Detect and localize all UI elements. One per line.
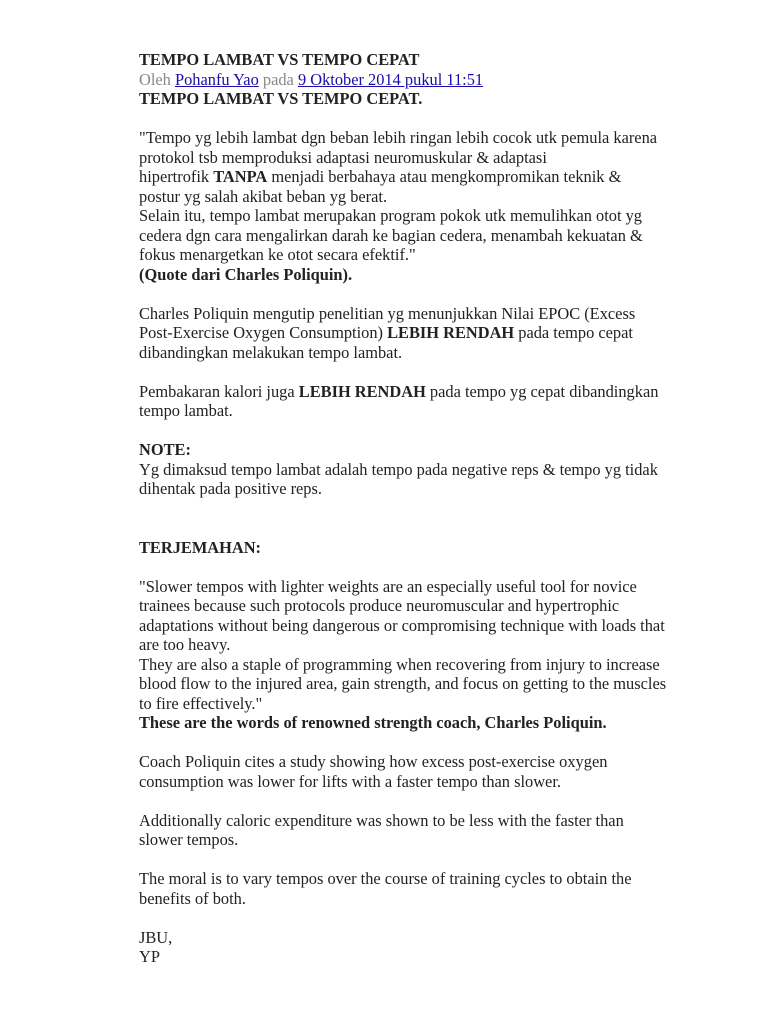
- note-document: [139, 50, 729, 967]
- paragraph-quote-id: "Tempo yg lebih lambat dgn beban lebih ringan lebih cocok utk pemula karena protokol tsb memproduksi adaptasi neuromuskular & adaptasi hipertrofik TANPA menjadi berbahaya atau mengkompromikan teknik & postur yg salah akibat beban yg berat. Selain itu, tempo lambat merupakan program pokok utk memulihkan otot yg cedera dgn cara mengalirkan darah ke bagian cedera, menambah kekuatan & fokus menargetkan ke otot secara efektif." (Quote dari Charles Poliquin).: [139, 128, 658, 284]
- quote-attribution: (Quote dari Charles Poliquin).: [139, 264, 353, 284]
- emphasis-lebih-rendah: LEBIH RENDAH: [387, 323, 515, 342]
- paragraph-epoc: Charles Poliquin mengutip penelitian yg menunjukkan Nilai EPOC (Excess Post-Exercise Oxygen Consumption) LEBIH RENDAH pada tempo cepat dibandingkan melakukan tempo lambat.: [139, 303, 636, 362]
- translation-label: TERJEMAHAN:: [139, 537, 262, 557]
- translation-section: TERJEMAHAN: "Slower tempos with lighter weights are an especially useful tool for novice trainees because such protocols produce neuromuscular and hypertrophic adaptations without being dangerous or compromising technique with loads that are too heavy. They are also a staple of programming when recovering from injury to increase blood flow to the injured area, gain strength, and focus on getting to the muscles to fire effectively." These are the words of renowned strength coach, Charles Poliquin. Coach Poliquin cites a study showing how excess post-exercise oxygen consumption was lower for lifts with a faster tempo than slower. Additionally caloric expenditure was shown to be less with the faster than slower tempos. The moral is to vary tempos over the course of training cycles to obtain the benefits of both.: [139, 538, 729, 909]
- emphasis-lebih-rendah-2: LEBIH RENDAH: [298, 381, 426, 401]
- note-title: TEMPO LAMBAT VS TEMPO CEPAT: [139, 50, 420, 69]
- date-link[interactable]: 9 Oktober 2014 pukul 11:51: [297, 69, 484, 89]
- meta-by: Oleh: [139, 69, 171, 89]
- paragraph-calories: Pembakaran kalori juga LEBIH RENDAH pada tempo yg cepat dibandingkan tempo lambat.: [139, 381, 659, 420]
- translation-attribution: These are the words of renowned strength coach, Charles Poliquin.: [139, 713, 607, 732]
- note-label: NOTE:: [139, 440, 191, 459]
- signoff: JBU, YP: [139, 927, 173, 966]
- note-heading: TEMPO LAMBAT VS TEMPO CEPAT.: [139, 89, 423, 108]
- note-section: NOTE: Yg dimaksud tempo lambat adalah tempo pada negative reps & tempo yg tidak dihentak pada positive reps.: [139, 440, 729, 499]
- meta-on: pada: [262, 69, 294, 89]
- author-link[interactable]: Pohanfu Yao: [174, 69, 259, 89]
- post-meta: [139, 70, 729, 90]
- emphasis-tanpa: TANPA: [213, 167, 268, 186]
